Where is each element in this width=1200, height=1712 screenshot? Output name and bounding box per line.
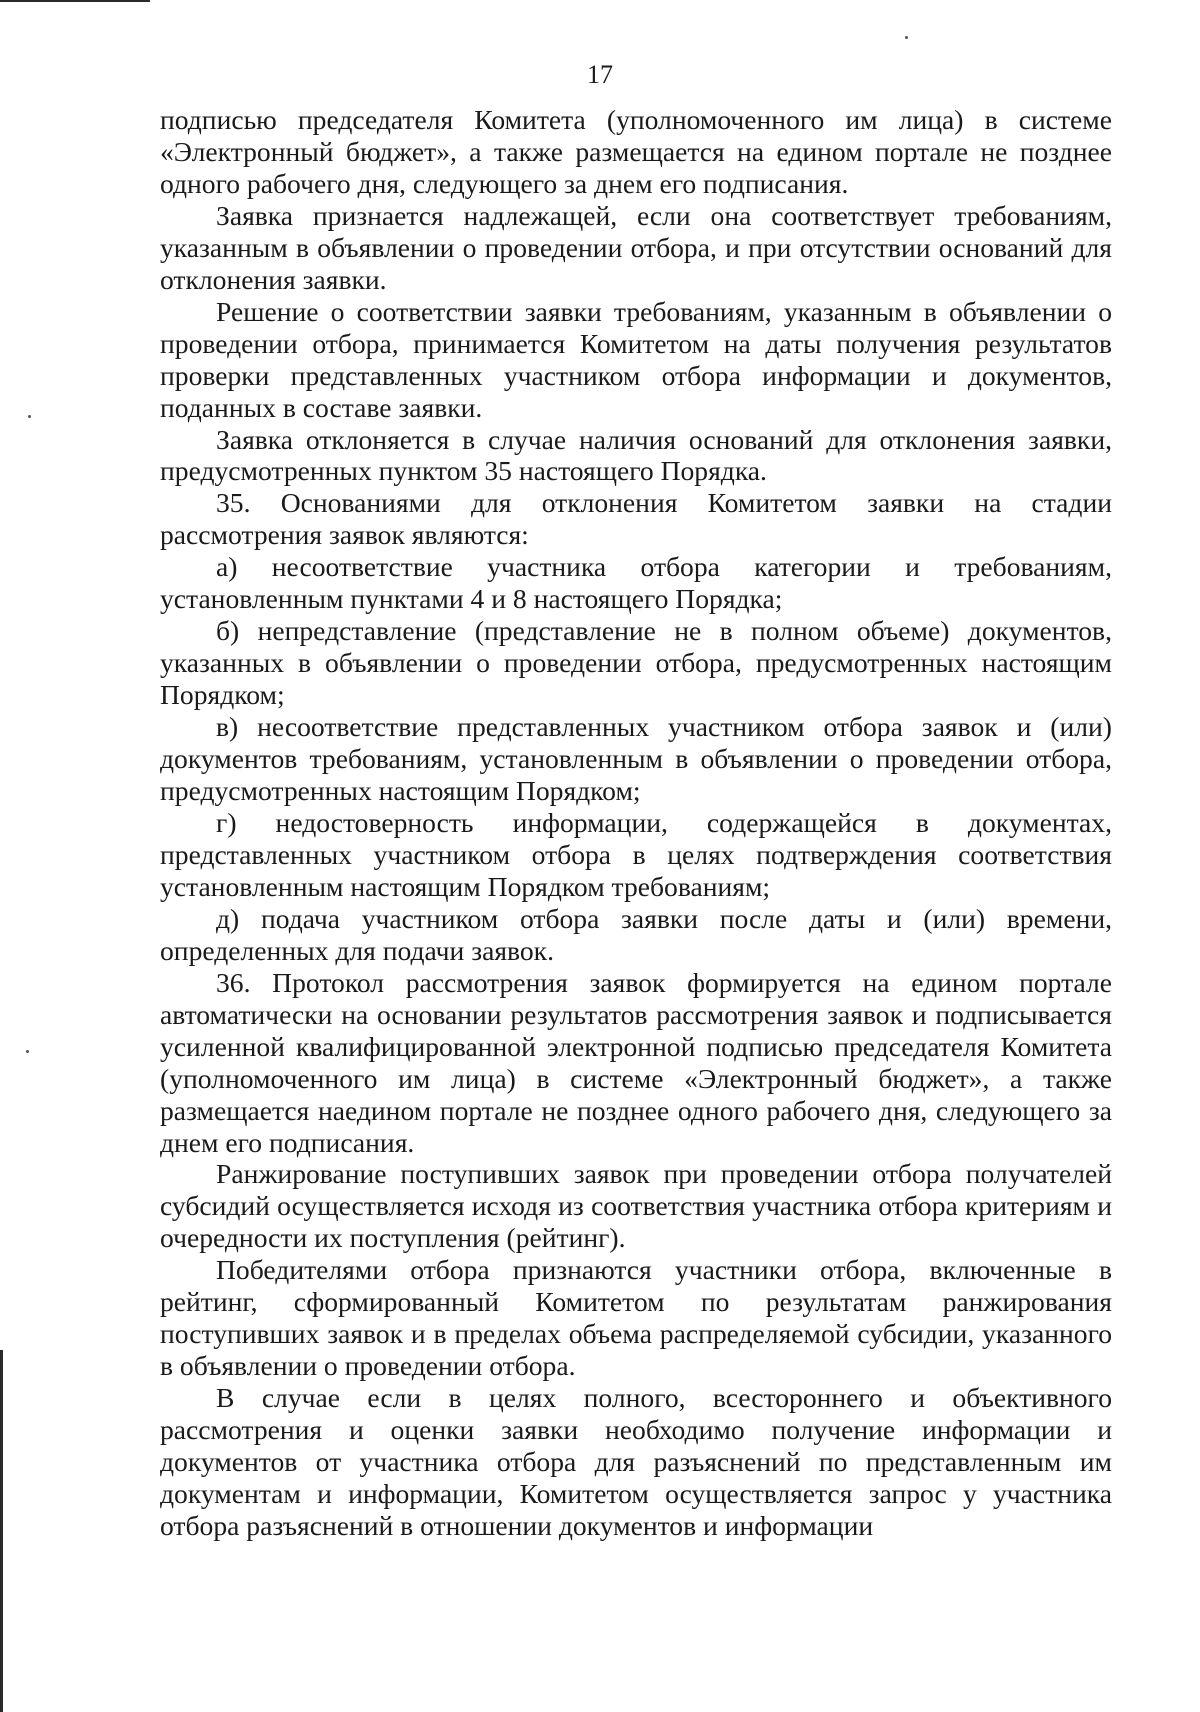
- list-item: д) подача участником отбора заявки после даты и (или) времени, определенных для подачи заявок.: [160, 902, 1112, 966]
- paragraph: Ранжирование поступивших заявок при проведении отбора получателей субсидий осуществляется исходя из соответствия участника отбора критериям и очередности их поступления (рейтинг).: [160, 1158, 1112, 1254]
- scan-speck: [28, 415, 31, 418]
- paragraph: Заявка признается надлежащей, если она соответствует требованиям, указанным в объявлении о проведении отбора, и при отсутствии оснований для отклонения заявки.: [160, 199, 1112, 295]
- paragraph: подписью председателя Комитета (уполномоченного им лица) в системе «Электронный бюджет», а также размещается на едином портале не позднее одного рабочего дня, следующего за днем его подписания.: [160, 104, 1112, 199]
- list-item: в) несоответствие представленных участником отбора заявок и (или) документов требованиям, установленным в объявлении о проведении отбора, предусмотренных настоящим Порядком;: [160, 711, 1112, 807]
- paragraph: Решение о соответствии заявки требованиям, указанным в объявлении о проведении отбора, принимается Комитетом на даты получения результатов проверки представленных участником отбора информации и документов, поданных в составе заявки.: [160, 295, 1112, 423]
- scan-speck: [26, 1050, 29, 1053]
- list-item: а) несоответствие участника отбора категории и требованиям, установленным пунктами 4 и 8 настоящего Порядка;: [160, 551, 1112, 615]
- paragraph: 36. Протокол рассмотрения заявок формируется на едином портале автоматически на основании результатов рассмотрения заявок и подписывается усиленной квалифицированной электронной подписью председателя Комитета (уполномоченного им лица) в системе «Электронный бюджет», а также размещается наедином портале не позднее одного рабочего дня, следующего за днем его подписания.: [160, 966, 1112, 1158]
- scan-edge-mark: [0, 0, 150, 2]
- paragraph: Победителями отбора признаются участники отбора, включенные в рейтинг, сформированный Комитетом по результатам ранжирования поступивших заявок и в пределах объема распределяемой субсидии, указанного в объявлении о проведении отбора.: [160, 1254, 1112, 1382]
- scan-edge-mark: [0, 1350, 3, 1712]
- scan-speck: [905, 36, 908, 39]
- list-item: г) недостоверность информации, содержащейся в документах, представленных участником отбора в целях подтверждения соответствия установленным настоящим Порядком требованиям;: [160, 806, 1112, 902]
- list-item: б) непредставление (представление не в полном объеме) документов, указанных в объявлении о проведении отбора, предусмотренных настоящим Порядком;: [160, 615, 1112, 711]
- paragraph: В случае если в целях полного, всестороннего и объективного рассмотрения и оценки заявки необходимо получение информации и документов от участника отбора для разъяснений по представленным им документам и информации, Комитетом осуществляется запрос у участника отбора разъяснений в отношении документов и информации: [160, 1382, 1112, 1541]
- paragraph: Заявка отклоняется в случае наличия оснований для отклонения заявки, предусмотренных пунктом 35 настоящего Порядка.: [160, 423, 1112, 487]
- page-number: 17: [587, 60, 613, 89]
- document-body: [160, 104, 1112, 1542]
- paragraph: 35. Основаниями для отклонения Комитетом заявки на стадии рассмотрения заявок являются:: [160, 487, 1112, 551]
